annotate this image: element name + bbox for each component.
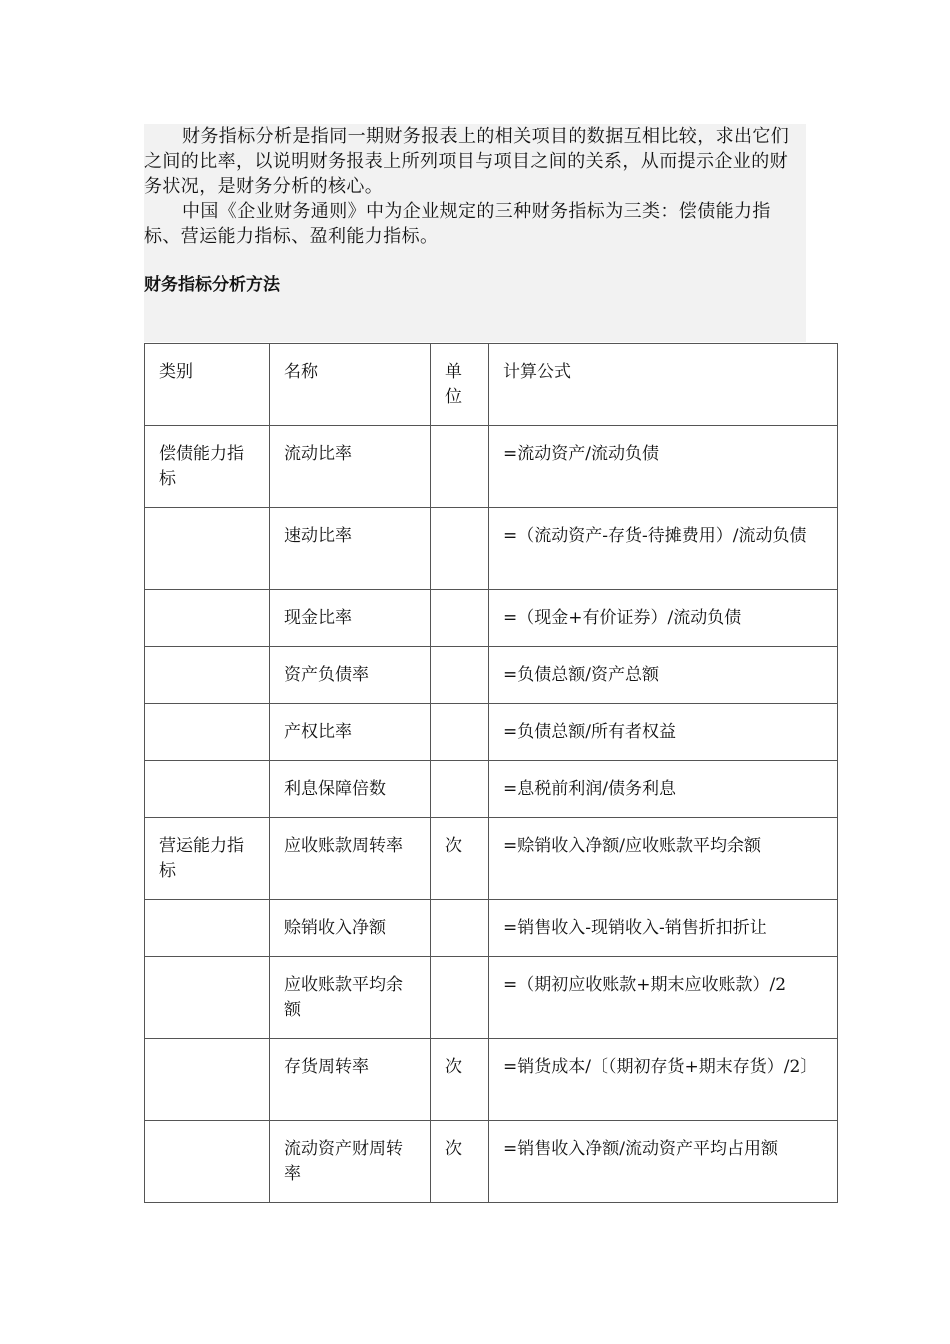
- cell-unit: 次: [431, 818, 489, 900]
- table-row: [145, 426, 838, 508]
- cell-unit: [431, 647, 489, 704]
- table-row: [145, 1121, 838, 1203]
- table-row: [145, 957, 838, 1039]
- header-name: 名称: [270, 344, 431, 426]
- cell-name: 现金比率: [270, 590, 431, 647]
- cell-category: [145, 1039, 270, 1121]
- cell-category: [145, 1121, 270, 1203]
- cell-category: [145, 704, 270, 761]
- cell-category: [145, 647, 270, 704]
- cell-name: 流动资产财周转率: [270, 1121, 431, 1203]
- cell-category: [145, 900, 270, 957]
- financial-metrics-table: [144, 343, 838, 1203]
- intro-block: [144, 124, 806, 342]
- intro-paragraph-2: 中国《企业财务通则》中为企业规定的三种财务指标为三类：偿债能力指标、营运能力指标、盈利能力指标。: [144, 201, 771, 247]
- table-row: [145, 761, 838, 818]
- table-row: [145, 508, 838, 590]
- cell-name: 应收账款周转率: [270, 818, 431, 900]
- table-row: [145, 900, 838, 957]
- cell-name: 存货周转率: [270, 1039, 431, 1121]
- cell-formula: =销售收入-现销收入-销售折扣折让: [489, 900, 838, 957]
- table-header-row: [145, 344, 838, 426]
- cell-name: 赊销收入净额: [270, 900, 431, 957]
- cell-formula: =（现金+有价证券）/流动负债: [489, 590, 838, 647]
- cell-formula: =赊销收入净额/应收账款平均余额: [489, 818, 838, 900]
- table-row: [145, 647, 838, 704]
- cell-category: 偿债能力指标: [145, 426, 270, 508]
- cell-category: [145, 957, 270, 1039]
- cell-unit: 次: [431, 1121, 489, 1203]
- cell-unit: [431, 761, 489, 818]
- cell-category: [145, 761, 270, 818]
- cell-formula: =销售收入净额/流动资产平均占用额: [489, 1121, 838, 1203]
- cell-name: 速动比率: [270, 508, 431, 590]
- intro-paragraph-1: 财务指标分析是指同一期财务报表上的相关项目的数据互相比较，求出它们之间的比率，以说明财务报表上所列项目与项目之间的关系，从而提示企业的财务状况，是财务分析的核心。: [144, 126, 790, 197]
- cell-unit: 次: [431, 1039, 489, 1121]
- cell-category: 营运能力指标: [145, 818, 270, 900]
- cell-formula: =（流动资产-存货-待摊费用）/流动负债: [489, 508, 838, 590]
- section-heading: 财务指标分析方法: [144, 275, 280, 295]
- cell-category: [145, 590, 270, 647]
- header-category: 类别: [145, 344, 270, 426]
- cell-name: 资产负债率: [270, 647, 431, 704]
- cell-category: [145, 508, 270, 590]
- table-row: [145, 704, 838, 761]
- cell-unit: [431, 426, 489, 508]
- cell-formula: =销货成本/〔（期初存货+期末存货）/2〕: [489, 1039, 838, 1121]
- cell-name: 利息保障倍数: [270, 761, 431, 818]
- cell-name: 流动比率: [270, 426, 431, 508]
- table-row: [145, 818, 838, 900]
- cell-formula: =（期初应收账款+期末应收账款）/2: [489, 957, 838, 1039]
- cell-formula: =流动资产/流动负债: [489, 426, 838, 508]
- header-unit: 单位: [431, 344, 489, 426]
- cell-unit: [431, 957, 489, 1039]
- cell-formula: =负债总额/资产总额: [489, 647, 838, 704]
- table-row: [145, 1039, 838, 1121]
- header-formula: 计算公式: [489, 344, 838, 426]
- cell-name: 应收账款平均余额: [270, 957, 431, 1039]
- cell-unit: [431, 508, 489, 590]
- cell-unit: [431, 704, 489, 761]
- cell-name: 产权比率: [270, 704, 431, 761]
- table-row: [145, 590, 838, 647]
- cell-unit: [431, 900, 489, 957]
- cell-unit: [431, 590, 489, 647]
- cell-formula: =息税前利润/债务利息: [489, 761, 838, 818]
- cell-formula: =负债总额/所有者权益: [489, 704, 838, 761]
